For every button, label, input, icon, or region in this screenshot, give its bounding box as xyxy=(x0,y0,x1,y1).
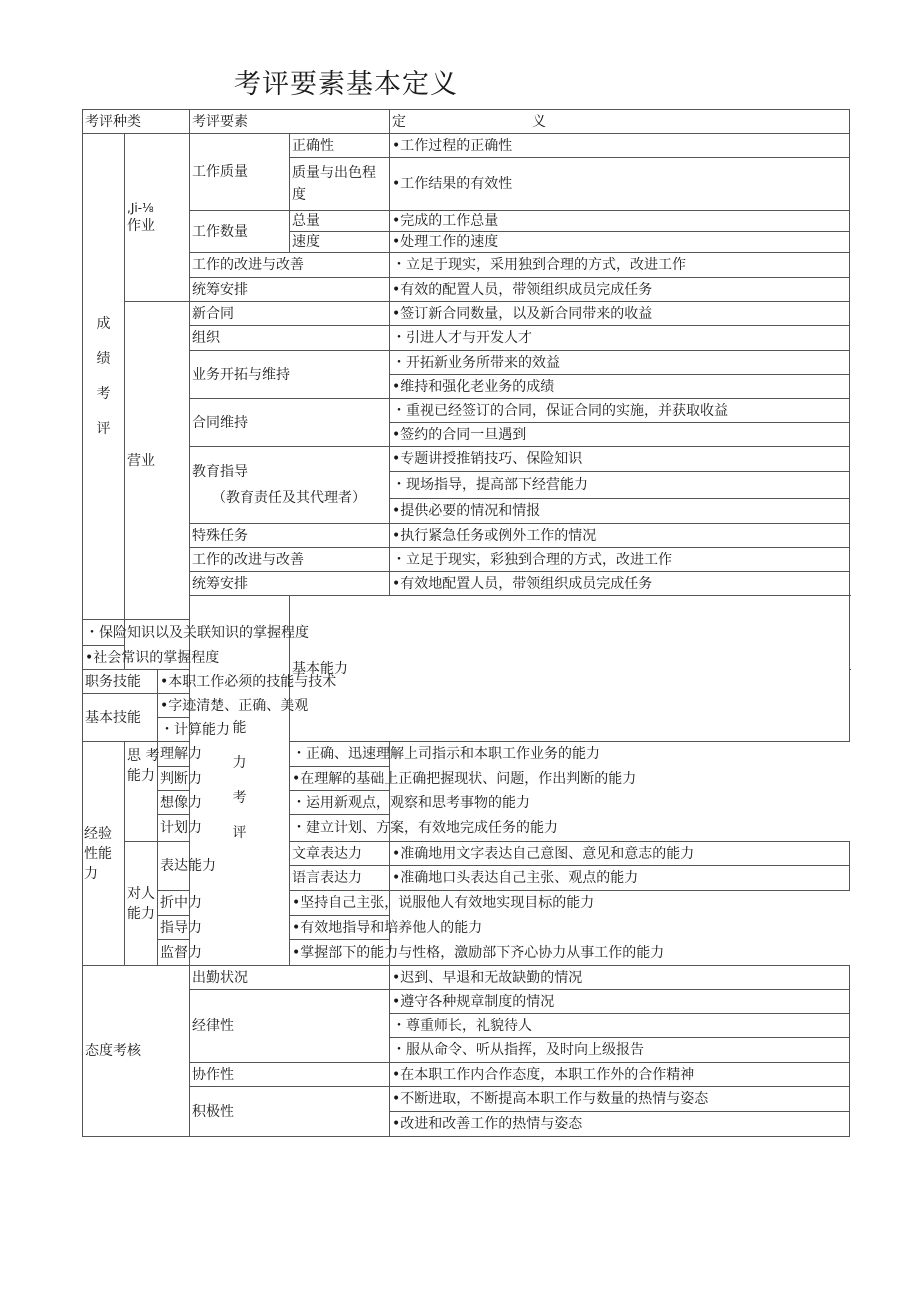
subgroup-interpersonal: 对人 能力 xyxy=(125,842,158,966)
element-work-improve: 工作的改进与改善 xyxy=(190,253,390,278)
def-attendance: •迟到、早退和无故缺勤的情况 xyxy=(390,966,850,990)
def-sales-plan: •有效地配置人员，带领组织成员完成任务 xyxy=(390,572,850,596)
element-guidance: 指导力 xyxy=(158,916,290,940)
def-edu-2: ・现场指导，提高部下经营能力 xyxy=(390,472,850,499)
def-maintain-2: •签约的合同一旦遇到 xyxy=(390,423,850,447)
element-planning: 计划力 xyxy=(158,815,290,842)
header-definition: 定 义 xyxy=(390,110,850,134)
element-imagination: 想像力 xyxy=(158,791,290,815)
category-performance: 成 绩 考 评 xyxy=(83,134,125,620)
def-written: •准确地用文字表达自己意图、意见和意志的能力 xyxy=(390,842,850,866)
def-special: •执行紧急任务或例外工作的情况 xyxy=(390,524,850,548)
def-guidance: •有效地指导和培养他人的能力 xyxy=(290,916,390,940)
header-element: 考评要素 xyxy=(190,110,390,134)
element-business: 业务开拓与维持 xyxy=(190,351,390,399)
element-initiative: 积极性 xyxy=(190,1087,390,1137)
def-maintain-1: ・重视已经签订的合同，保证合同的实施，并获取收益 xyxy=(390,399,850,423)
def-knowledge-3: •社会常识的掌握程度 xyxy=(83,646,125,670)
element-work-plan: 统筹安排 xyxy=(190,278,390,302)
def-basic-skill-1: •字迹清楚、正确、美观 xyxy=(158,694,190,718)
element-basic-skill: 基本技能 xyxy=(83,694,158,742)
def-skill: •本职工作必须的技能与技术 xyxy=(158,670,190,694)
group-basic-ability: 基本能力 xyxy=(290,596,850,742)
element-supervision: 监督力 xyxy=(158,940,290,966)
element-attendance: 出勤状况 xyxy=(190,966,390,990)
def-supervision: •掌握部下的能力与性格，激励部下齐心协力从事工作的能力 xyxy=(290,940,390,966)
def-oral: •准确地口头表达自己主张、观点的能力 xyxy=(390,866,850,891)
def-imagination: ・运用新观点，观察和思考事物的能力 xyxy=(290,791,390,815)
def-discipline-1: •遵守各种规章制度的情况 xyxy=(390,990,850,1014)
def-edu-3: •提供必要的情况和情报 xyxy=(390,499,850,524)
group-experience: 经验 性能 力 xyxy=(83,742,125,966)
def-discipline-2: ・尊重师长，礼貌待人 xyxy=(390,1014,850,1038)
element-education: 教育指导 （教育责任及其代理者） xyxy=(190,447,390,524)
element-new-contract: 新合同 xyxy=(190,302,390,326)
element-expression: 表达能力 xyxy=(158,842,190,891)
def-total: •完成的工作总量 xyxy=(390,211,850,232)
element-sales-plan: 统筹安排 xyxy=(190,572,390,596)
def-planning: ・建立计划、方案，有效地完成任务的能力 xyxy=(290,815,390,842)
def-understanding: ・正确、迅速理解上司指示和本职工作业务的能力 xyxy=(290,742,390,767)
sub-correctness: 正确性 xyxy=(290,134,390,158)
table-header xyxy=(83,110,850,134)
def-basic-skill-2: ・计算能力 xyxy=(158,718,190,742)
element-special: 特殊任务 xyxy=(190,524,390,548)
def-negotiation: •坚持自己主张，说服他人有效地实现目标的能力 xyxy=(290,891,390,916)
category-attitude: 态度考核 xyxy=(83,966,190,1137)
element-understanding: 理解力 xyxy=(158,742,290,767)
element-judgment: 判断力 xyxy=(158,767,290,791)
sub-excellence: 质量与出色程度 xyxy=(290,158,390,211)
element-maintain: 合同维持 xyxy=(190,399,390,447)
def-business-1: ・开拓新业务所带来的效益 xyxy=(390,351,850,375)
def-business-2: •维持和强化老业务的成绩 xyxy=(390,375,850,399)
element-negotiation: 折中力 xyxy=(158,891,290,916)
def-initiative-2: •改进和改善工作的热情与姿态 xyxy=(390,1112,850,1137)
header-category: 考评种类 xyxy=(83,110,190,134)
def-work-plan: •有效的配置人员，带领组织成员完成任务 xyxy=(390,278,850,302)
element-cooperation: 协作性 xyxy=(190,1063,390,1087)
document-title: 考评要素基本定义 xyxy=(234,69,458,100)
def-judgment: •在理解的基础上正确把握现状、问题，作出判断的能力 xyxy=(290,767,390,791)
def-edu-1: •专题讲授推销技巧、保险知识 xyxy=(390,447,850,472)
category-ability: 能 力 考 评 xyxy=(190,596,290,966)
element-skill: 职务技能 xyxy=(83,670,158,694)
group-work: ,Ji-⅛ 作业 xyxy=(125,134,190,302)
sub-speed: 速度 xyxy=(290,232,390,253)
def-sales-improve: ・立足于现实，彩独到合理的方式，改进工作 xyxy=(390,548,850,572)
def-org: ・引进人才与开发人才 xyxy=(390,326,850,351)
def-speed: •处理工作的速度 xyxy=(390,232,850,253)
def-initiative-1: •不断进取，不断提高本职工作与数量的热情与姿态 xyxy=(390,1087,850,1112)
def-cooperation: •在本职工作内合作态度，本职工作外的合作精神 xyxy=(390,1063,850,1087)
sub-oral: 语言表达力 xyxy=(290,866,390,891)
element-work-quality: 工作质量 xyxy=(190,134,290,211)
element-sales-improve: 工作的改进与改善 xyxy=(190,548,390,572)
def-discipline-3: ・服从命令、听从指挥，及时向上级报告 xyxy=(390,1038,850,1063)
element-org: 组织 xyxy=(190,326,390,351)
element-work-quantity: 工作数量 xyxy=(190,211,290,253)
def-work-improve: ・立足于现实，采用独到合理的方式，改进工作 xyxy=(390,253,850,278)
def-new-contract: •签订新合同数量，以及新合同带来的收益 xyxy=(390,302,850,326)
element-discipline: 经律性 xyxy=(190,990,390,1063)
evaluation-table xyxy=(82,109,850,1137)
sub-written: 文章表达力 xyxy=(290,842,390,866)
subgroup-thinking: 思 考 能力 xyxy=(125,742,158,842)
def-excellence: •工作结果的有效性 xyxy=(390,158,850,211)
group-sales: 营业 xyxy=(125,302,190,620)
def-knowledge-2: ・保险知识以及关联知识的掌握程度 xyxy=(83,620,125,646)
sub-total: 总量 xyxy=(290,211,390,232)
def-correctness: •工作过程的正确性 xyxy=(390,134,850,158)
